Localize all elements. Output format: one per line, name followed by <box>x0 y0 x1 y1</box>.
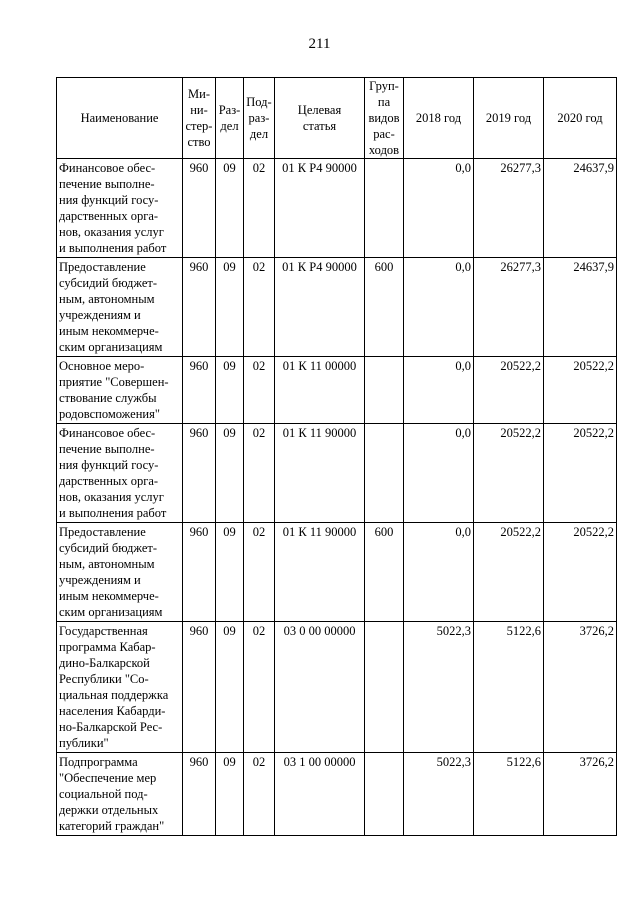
cell-2018: 0,0 <box>404 523 474 622</box>
cell-2019: 26277,3 <box>474 258 544 357</box>
cell-group <box>365 622 404 753</box>
budget-table <box>56 77 617 836</box>
cell-group <box>365 357 404 424</box>
cell-ministry: 960 <box>183 159 216 258</box>
cell-2020: 3726,2 <box>544 753 617 836</box>
cell-2018: 0,0 <box>404 258 474 357</box>
cell-subsection: 02 <box>244 424 275 523</box>
cell-target: 01 К 11 90000 <box>275 523 365 622</box>
table-row <box>57 258 617 357</box>
cell-target: 03 0 00 00000 <box>275 622 365 753</box>
cell-2018: 5022,3 <box>404 622 474 753</box>
cell-subsection: 02 <box>244 258 275 357</box>
cell-2020: 20522,2 <box>544 523 617 622</box>
cell-ministry: 960 <box>183 622 216 753</box>
cell-ministry: 960 <box>183 258 216 357</box>
cell-section: 09 <box>216 424 244 523</box>
cell-2020: 3726,2 <box>544 622 617 753</box>
col-header-target: Целевая статья <box>275 78 365 159</box>
cell-ministry: 960 <box>183 357 216 424</box>
cell-target: 01 К Р4 90000 <box>275 159 365 258</box>
cell-name: Подпрограмма "Обеспечение мер социальной под- держки отдельных категорий граждан" <box>57 753 183 836</box>
cell-group <box>365 424 404 523</box>
table-row <box>57 523 617 622</box>
cell-ministry: 960 <box>183 424 216 523</box>
cell-section: 09 <box>216 357 244 424</box>
col-header-ministry: Ми- ни- стер- ство <box>183 78 216 159</box>
cell-group: 600 <box>365 258 404 357</box>
cell-section: 09 <box>216 523 244 622</box>
cell-target: 01 К 11 90000 <box>275 424 365 523</box>
cell-group <box>365 753 404 836</box>
cell-group: 600 <box>365 523 404 622</box>
cell-2020: 20522,2 <box>544 424 617 523</box>
cell-2018: 0,0 <box>404 357 474 424</box>
cell-2019: 26277,3 <box>474 159 544 258</box>
table-row <box>57 424 617 523</box>
cell-subsection: 02 <box>244 159 275 258</box>
table-row <box>57 753 617 836</box>
cell-2018: 0,0 <box>404 159 474 258</box>
cell-name: Предоставление субсидий бюджет- ным, автономным учреждениям и иным некоммерче- ским организациям <box>57 258 183 357</box>
cell-2020: 24637,9 <box>544 159 617 258</box>
col-header-name: Наименование <box>57 78 183 159</box>
col-header-2018: 2018 год <box>404 78 474 159</box>
cell-name: Финансовое обес- печение выполне- ния функций госу- дарственных орга- нов, оказания услуг и выполнения работ <box>57 424 183 523</box>
page-number: 211 <box>308 36 331 52</box>
cell-2018: 5022,3 <box>404 753 474 836</box>
cell-2018: 0,0 <box>404 424 474 523</box>
cell-2020: 24637,9 <box>544 258 617 357</box>
cell-section: 09 <box>216 753 244 836</box>
cell-2019: 20522,2 <box>474 523 544 622</box>
cell-2019: 20522,2 <box>474 424 544 523</box>
col-header-2019: 2019 год <box>474 78 544 159</box>
cell-subsection: 02 <box>244 753 275 836</box>
cell-2019: 5122,6 <box>474 622 544 753</box>
cell-target: 03 1 00 00000 <box>275 753 365 836</box>
cell-name: Финансовое обес- печение выполне- ния функций госу- дарственных орга- нов, оказания услуг и выполнения работ <box>57 159 183 258</box>
cell-name: Предоставление субсидий бюджет- ным, автономным учреждениям и иным некоммерче- ским организациям <box>57 523 183 622</box>
cell-section: 09 <box>216 258 244 357</box>
table-row <box>57 357 617 424</box>
table-row <box>57 622 617 753</box>
cell-section: 09 <box>216 159 244 258</box>
col-header-section: Раз- дел <box>216 78 244 159</box>
cell-ministry: 960 <box>183 523 216 622</box>
cell-ministry: 960 <box>183 753 216 836</box>
cell-name: Государственная программа Кабар- дино-Балкарской Республики "Со- циальная поддержка населения Кабарди- но-Балкарской Рес- публики" <box>57 622 183 753</box>
cell-name: Основное меро- приятие "Совершен- ствование службы родовспоможения" <box>57 357 183 424</box>
cell-group <box>365 159 404 258</box>
table-row <box>57 159 617 258</box>
cell-subsection: 02 <box>244 523 275 622</box>
cell-2020: 20522,2 <box>544 357 617 424</box>
cell-subsection: 02 <box>244 622 275 753</box>
cell-2019: 5122,6 <box>474 753 544 836</box>
col-header-group: Груп- па видов рас- ходов <box>365 78 404 159</box>
cell-target: 01 К 11 00000 <box>275 357 365 424</box>
header-row <box>57 78 617 159</box>
col-header-2020: 2020 год <box>544 78 617 159</box>
cell-2019: 20522,2 <box>474 357 544 424</box>
cell-subsection: 02 <box>244 357 275 424</box>
cell-target: 01 К Р4 90000 <box>275 258 365 357</box>
col-header-subsection: Под- раз- дел <box>244 78 275 159</box>
cell-section: 09 <box>216 622 244 753</box>
